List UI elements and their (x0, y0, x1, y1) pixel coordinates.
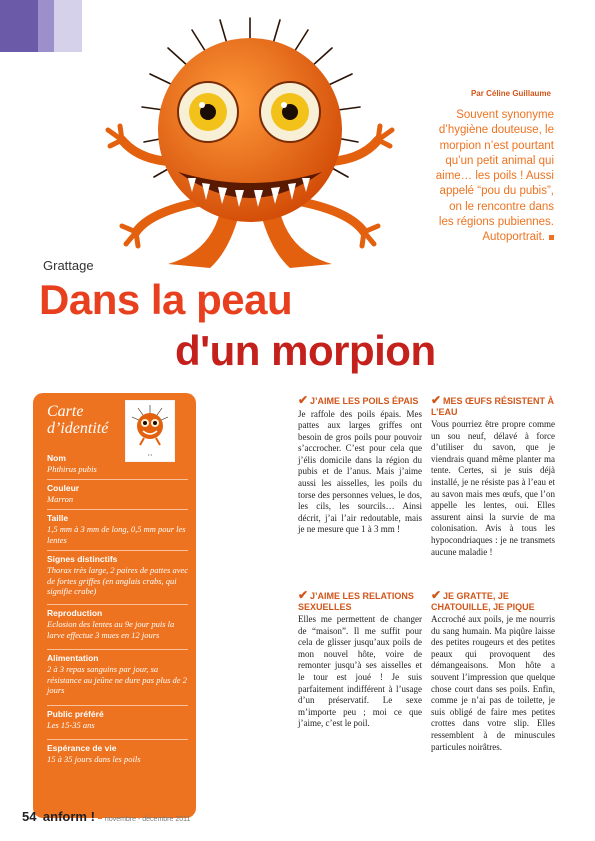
card-entry-color (47, 479, 188, 505)
checkmark-icon: ✔ (298, 588, 309, 602)
corner-block-mid (38, 0, 54, 52)
column-section-3 (431, 395, 555, 558)
card-entry-audience (47, 705, 188, 731)
entry-divider (47, 479, 188, 480)
author-byline: Par Céline Guillaume (470, 89, 551, 98)
issue-date: novembre - décembre 2011 (104, 816, 191, 823)
thumbnail-caption: • • (148, 452, 152, 457)
entry-label: Signes distinctifs (47, 554, 118, 564)
section-heading (431, 395, 555, 417)
entry-value: Eclosion des lentes au 9e jour puis la larve effectue 3 mues en 12 jours (47, 619, 175, 640)
entry-value: 15 à 35 jours dans les poils (47, 754, 141, 764)
end-mark-square (549, 235, 554, 240)
entry-label: Public préféré (47, 709, 104, 719)
card-entry-feeding (47, 649, 188, 696)
checkmark-icon: ✔ (431, 393, 442, 407)
lede-text: Souvent synonyme d’hygiène douteuse, le morpion n’est pourtant qu’un petit animal qui aime… les poils ! Aussi appelé “pou du pubis”, on le rencontre dans les régions pubiennes. Autoportrait. (435, 109, 554, 244)
entry-divider (47, 649, 188, 650)
entry-label: Reproduction (47, 608, 103, 618)
section-heading-text: J’AIME LES POILS ÉPAIS (310, 396, 419, 406)
identity-card-title: Carte d’identité (47, 403, 109, 437)
entry-value: 1,5 mm à 3 mm de long, 0,5 mm pour les lentes (47, 524, 186, 545)
monster-illustration (70, 12, 430, 284)
entry-label: Alimentation (47, 653, 99, 663)
entry-label: Taille (47, 513, 69, 523)
section-body: Je raffole des poils épais. Mes pattes aux larges griffes ont besoin de gros poils pour pouvoir s’accrocher. C’est pour cela que j’élis domicile dans la région du pubis et de l’anus. Mais j’aime aussi les aisselles, les poils du torse des personnes velues, le dos, les cils, les sourcils… Ainsi décrit, j’ai l’air redoutable, mais je ne mesure que 1 à 3 mm ! (298, 408, 422, 535)
entry-value: Thorax très large, 2 paires de pattes avec de fortes griffes (en anglais crabs, qui signifie crabe) (47, 565, 189, 596)
entry-divider (47, 604, 188, 605)
entry-value: Marron (47, 494, 74, 504)
page-number: 54 (22, 809, 37, 824)
thumbnail-monster-icon (126, 401, 174, 449)
entry-divider (47, 705, 188, 706)
card-entry-size (47, 509, 188, 545)
column-section-2 (298, 590, 422, 730)
section-heading (431, 590, 555, 612)
card-entry-lifespan (47, 739, 188, 765)
checkmark-icon: ✔ (298, 393, 309, 407)
page-footer (22, 808, 190, 826)
section-heading-text: JE GRATTE, JE CHATOUILLE, JE PIQUE (431, 591, 535, 612)
headline-line-1: Dans la peau (39, 276, 293, 323)
section-rubric: Grattage (43, 258, 94, 273)
section-heading (298, 590, 422, 612)
card-entry-reproduction (47, 604, 188, 640)
entry-value: Phthirus pubis (47, 464, 97, 474)
entry-label: Couleur (47, 483, 80, 493)
headline-line-2: d'un morpion (175, 327, 436, 374)
entry-label: Nom (47, 453, 66, 463)
footer-square-mark (98, 815, 102, 819)
entry-divider (47, 509, 188, 510)
section-heading-text: J’AIME LES RELATIONS SEXUELLES (298, 591, 414, 612)
card-entry-features (47, 550, 188, 597)
entry-label: Espérance de vie (47, 743, 117, 753)
entry-divider (47, 739, 188, 740)
entry-value: Les 15-35 ans (47, 720, 95, 730)
magazine-name: anform ! (42, 809, 95, 824)
entry-divider (47, 550, 188, 551)
identity-card (33, 393, 196, 818)
checkmark-icon: ✔ (431, 588, 442, 602)
section-body: Elles me permettent de changer de “maison”. Il me suffit pour cela de glisser jusqu’aux poils de mon nouvel hôte, voire de remonter jusqu’à ses aisselles et le tour est joué ! Je suis parfaitement indifférent à l’usage d’un préservatif. Le sexe m’importe peu ; moi ce que j’aime, c’est le poil. (298, 614, 422, 729)
section-heading (298, 395, 422, 407)
column-section-4 (431, 590, 555, 753)
section-body: Accroché aux poils, je me nourris du sang humain. Ma piqûre laisse des petites rougeurs et des petites peaux qui provoquent des démangeaisons. Mon hôte a souvent l’impression que quelque chose court dans ses poils. Enfin, comme je n’ai pas de toilette, je suis obligé de faire mes petites crottes dans votre slip. Elles ressemblent à de minuscules particules noirâtres. (431, 614, 555, 752)
corner-block-dark (0, 0, 38, 52)
section-body: Vous pourriez être propre comme un sou neuf, délavé à force d’utiliser du savon, que je viendrais quand même planter ma tente. Certes, si je suis déjà installé, je ne résiste pas à l’eau et au savon mais mes œufs, que l’on appelle les lentes, oui. Elles assurent ainsi la survie de ma colonisation. Avis à tous les hypocondriaques : je ne transmets aucune maladie ! (431, 419, 555, 557)
entry-value: 2 à 3 repas sanguins par jour, sa résistance au jeûne ne dure pas plus de 2 jours (47, 664, 187, 695)
article-lede (432, 108, 554, 246)
section-heading-text: MES ŒUFS RÉSISTENT À L’EAU (431, 396, 555, 417)
column-section-1 (298, 395, 422, 536)
card-entry-name (47, 453, 188, 475)
